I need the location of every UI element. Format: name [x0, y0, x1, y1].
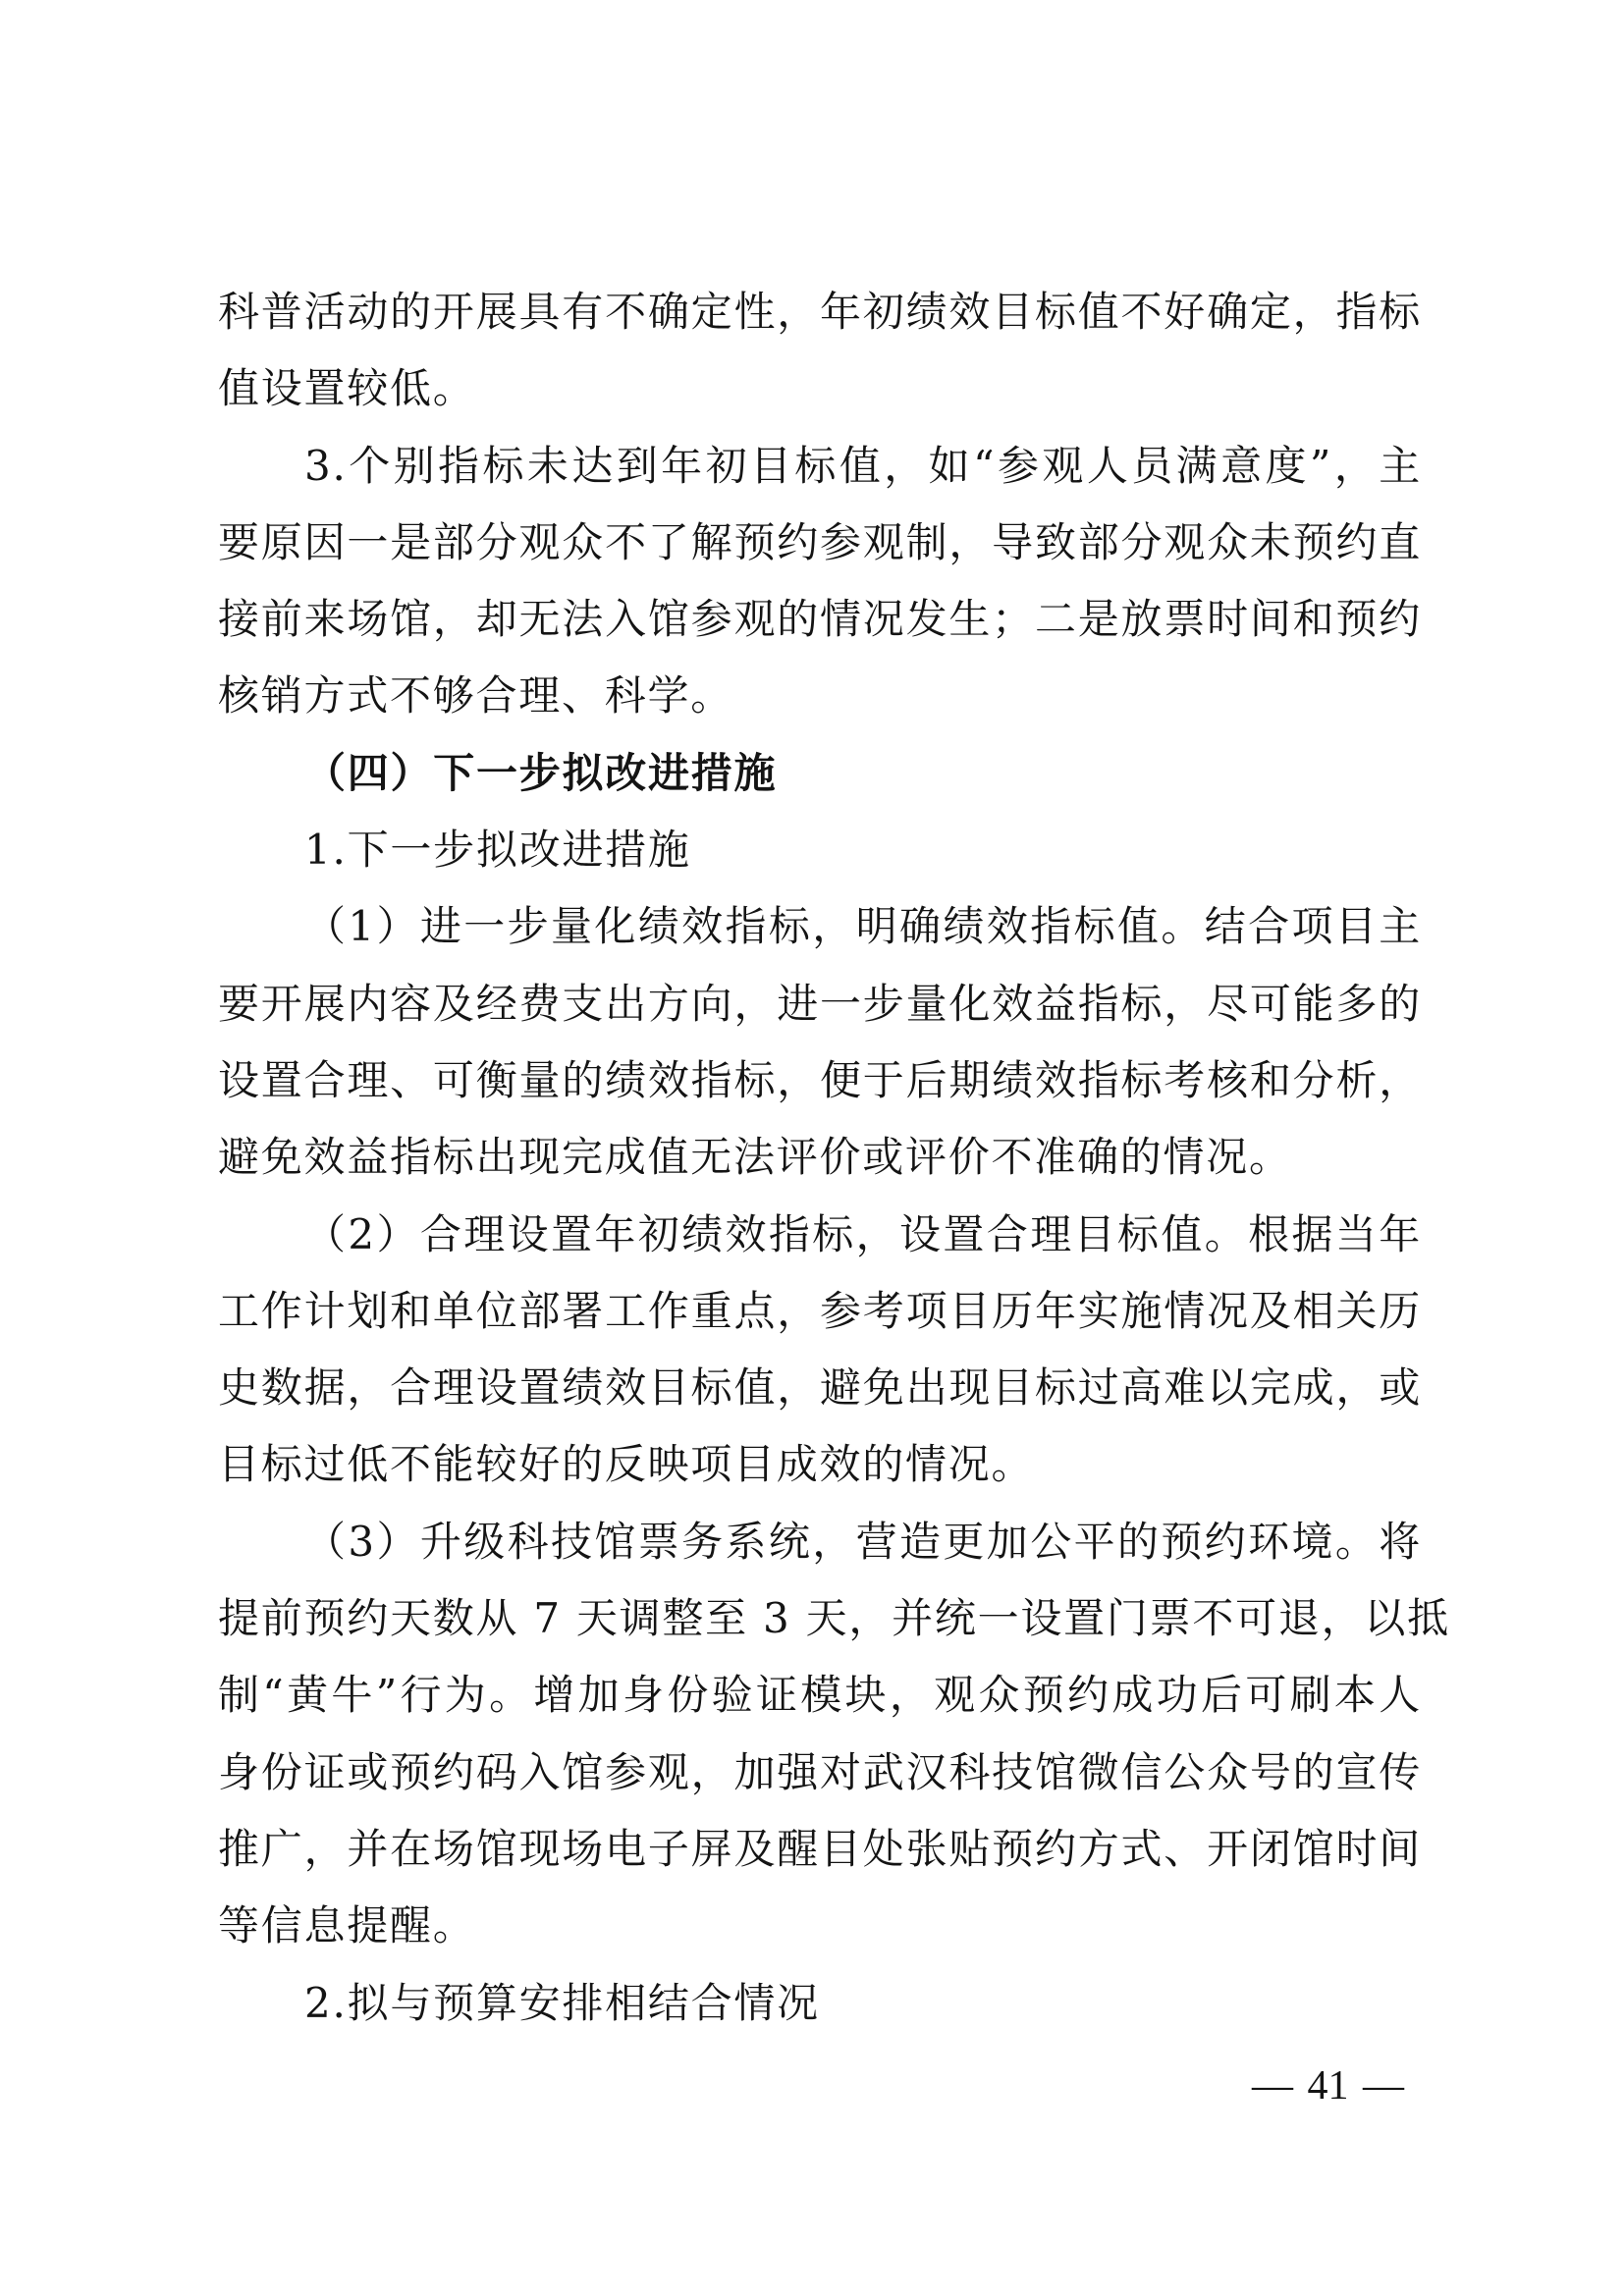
body-text-line: 等信息提醒。 [218, 1901, 476, 1950]
paragraph [218, 274, 1422, 428]
body-text-line: （2）合理设置年初绩效指标，设置合理目标值。根据当年 [304, 1209, 1422, 1258]
body-text-line: 科普活动的开展具有不确定性，年初绩效目标值不好确定，指标 [218, 288, 1422, 336]
paragraph [218, 888, 1422, 1196]
page-number: — 41 — [1252, 2063, 1404, 2109]
section-heading-text: （四）下一步拟改进措施 [304, 748, 778, 797]
document-body [218, 274, 1450, 2042]
body-text-line: 提前预约天数从 7 天调整至 3 天，并统一设置门票不可退，以抵 [218, 1594, 1450, 1643]
paragraph [218, 1197, 1422, 1504]
body-text-line: 设置合理、可衡量的绩效指标，便于后期绩效指标考核和分析， [218, 1055, 1422, 1104]
body-text-line: 接前来场馆，却无法入馆参观的情况发生；二是放票时间和预约 [218, 595, 1422, 644]
body-text-line: 史数据，合理设置绩效目标值，避免出现目标过高难以完成，或 [218, 1363, 1422, 1413]
body-text-line: 3.个别指标未达到年初目标值，如“参观人员满意度”，主 [304, 441, 1422, 490]
subsection-heading-text: 1.下一步拟改进措施 [304, 826, 691, 875]
body-text-line: （3）升级科技馆票务系统，营造更加公平的预约环境。将 [304, 1517, 1422, 1566]
body-text-line: 避免效益指标出现完成值无法评价或评价不准确的情况。 [218, 1133, 1292, 1182]
subsection-heading [218, 812, 1422, 888]
body-text-line: 核销方式不够合理、科学。 [218, 671, 734, 721]
paragraph [218, 1504, 1450, 1965]
subsection-heading [218, 1965, 1422, 2042]
body-text-line: 目标过低不能较好的反映项目成效的情况。 [218, 1440, 1035, 1489]
body-text-line: 要开展内容及经费支出方向，进一步量化效益指标，尽可能多的 [218, 979, 1422, 1028]
paragraph [218, 428, 1422, 735]
body-text-line: 推广，并在场馆现场电子屏及醒目处张贴预约方式、开闭馆时间 [218, 1824, 1422, 1873]
body-text-line: 工作计划和单位部署工作重点，参考项目历年实施情况及相关历 [218, 1286, 1422, 1335]
body-text-line: 要原因一是部分观众不了解预约参观制，导致部分观众未预约直 [218, 517, 1422, 566]
section-heading [218, 735, 1422, 812]
subsection-heading-text: 2.拟与预算安排相结合情况 [304, 1978, 820, 2027]
body-text-line: 身份证或预约码入馆参观，加强对武汉科技馆微信公众号的宣传 [218, 1747, 1422, 1796]
body-text-line: 制“黄牛”行为。增加身份验证模块，观众预约成功后可刷本人 [218, 1671, 1422, 1720]
body-text-line: （1）进一步量化绩效指标，明确绩效指标值。结合项目主 [304, 902, 1422, 951]
body-text-line: 值设置较低。 [218, 364, 476, 413]
